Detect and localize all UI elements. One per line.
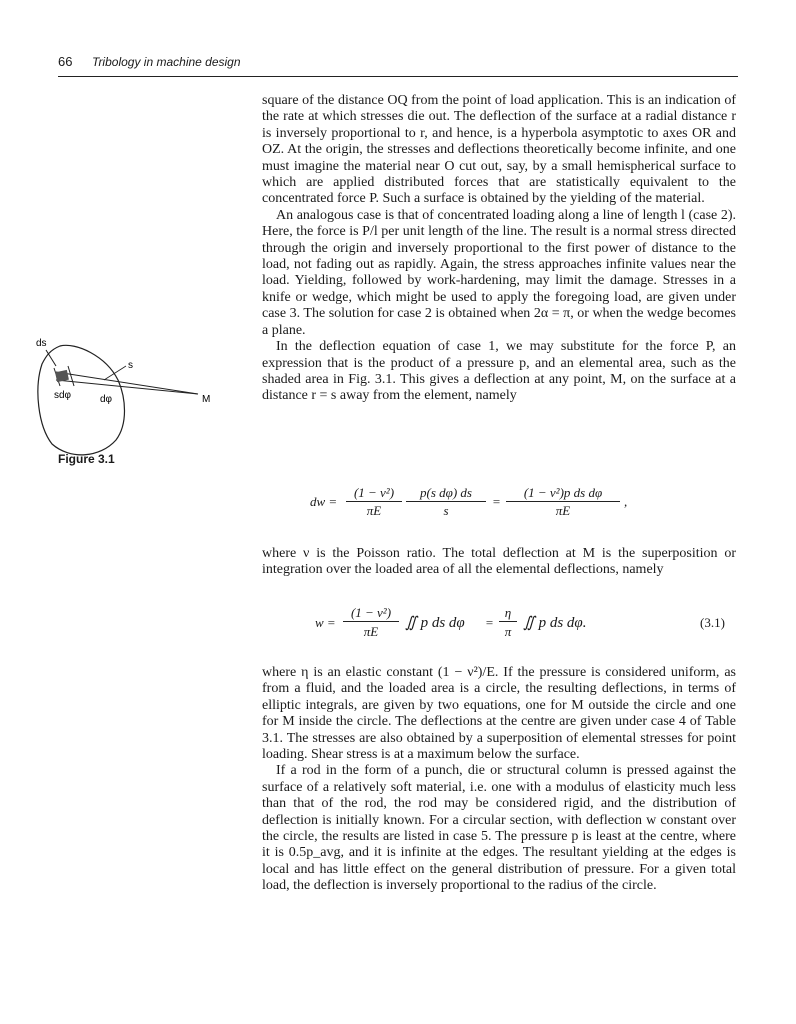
label-dphi: dφ	[100, 394, 113, 405]
eq1-den2: s	[443, 503, 449, 518]
ds-leader	[46, 350, 56, 366]
text-p6: If a rod in the form of a punch, die or structural column is pressed against the surface of a relatively soft material, i.e. one with a modulus of elasticity much less than that of the rod, the rod may be considered rigid, and the distribution of deflection is initially known. For a circular section, with deflection w constant over the circle, the results are listed in case 5. The pressure p is least at the centre, where it is 0.5p_avg, and it is infinite at the edges. The resultant yielding at the edges is local and has little effect on the general distribution of pressure. For a given total load, the deflection is inversely proportional to the radius of the circle.	[262, 763, 736, 894]
equation-number: (3.1)	[700, 615, 725, 630]
eq2-den1: πE	[363, 624, 379, 639]
equation-3-1	[315, 603, 615, 645]
equation-deflection-element	[310, 483, 640, 523]
text-p5: where η is an elastic constant (1 − ν²)/E. If the pressure is considered uniform, as from a fluid, and the loaded area is a circle, the resulting deflections, in terms of elliptic integrals, are given by two equations, one for M outside the circle and one for M inside the circle. The deflections at the centre are given under case 4 of Table 3.1. The stresses are also obtained by a superposition of elemental stresses for point loading. Shear stress is at a maximum below the surface.	[262, 665, 736, 763]
eq2-equals: =	[485, 615, 494, 630]
eq2-den2: π	[504, 624, 512, 639]
eq2-num2: η	[499, 605, 517, 622]
eq1-comma: ,	[624, 494, 628, 509]
text-p2: An analogous case is that of concentrated loading along a line of length l (case 2). Here, the force is P/l per unit length of the line. The result is a normal stress directed through the origin and inversely proportional to the first power of distance to the load, not fading out as rapidly. Again, the stress approaches infinite values near the load. Yielding, followed by work-hardening, may limit the damage. Stresses in a knife or wedge, which might be used to apply the foregoing load, are given under case 3. The solution for case 2 is obtained when 2α = π, or when the wedge becomes a plane.	[262, 207, 736, 338]
label-M: M	[202, 394, 211, 405]
page-number: 66	[58, 54, 73, 69]
ray-upper	[56, 372, 198, 394]
text-p3: In the deflection equation of case 1, we may substitute for the force P, an expression that is the product of a pressure p, and an elemental area, such as the shaded area in Fig. 3.1. This gives a deflection at any point, M, on the surface at a distance r = s away from the element, namely	[262, 339, 736, 404]
eq2-integral2: ∬ p ds dφ.	[523, 615, 587, 631]
eq1-den3: πE	[555, 503, 571, 518]
eq2-num1: (1 − ν²)	[343, 605, 399, 622]
figure-3-1	[30, 336, 230, 461]
paragraph-1	[262, 93, 736, 405]
s-leader	[104, 366, 126, 380]
eq1-den1: πE	[366, 503, 382, 518]
label-s: s	[128, 360, 133, 371]
label-sdphi: sdφ	[54, 390, 72, 401]
label-ds: ds	[36, 338, 47, 349]
figure-caption: Figure 3.1	[58, 452, 115, 466]
paragraph-4	[262, 546, 736, 579]
eq2-lhs: w =	[315, 615, 336, 630]
text-p1: square of the distance OQ from the point of load application. This is an indication of the rate at which stresses die out. The deflection of the surface at a radial distance r is inversely proportional to r, and hence, is a hyperbola asymptotic to axes OR and OZ. At the origin, the stresses and deflections theoretically become infinite, and one must imagine the material near O cut out, say, by a small hemispherical surface to which are applied distributed forces that are statistically equivalent to the concentrated force P. Such a surface is obtained by the yielding of the material.	[262, 93, 736, 207]
eq1-num1: (1 − ν²)	[346, 485, 402, 502]
text-p4: where ν is the Poisson ratio. The total deflection at M is the superposition or integration over the loaded area of all the elemental deflections, namely	[262, 546, 736, 578]
eq1-num3: (1 − ν²)p ds dφ	[506, 485, 620, 502]
page-header	[58, 52, 738, 77]
ray-lower	[56, 380, 198, 394]
element-edge-2	[68, 366, 74, 386]
running-title: Tribology in machine design	[92, 55, 241, 69]
eq2-integral1: ∬ p ds dφ	[405, 615, 465, 631]
eq1-equals: =	[492, 494, 501, 509]
eq1-num2: p(s dφ) ds	[406, 485, 486, 502]
paragraph-5	[262, 665, 736, 895]
eq1-lhs: dw =	[310, 494, 338, 509]
